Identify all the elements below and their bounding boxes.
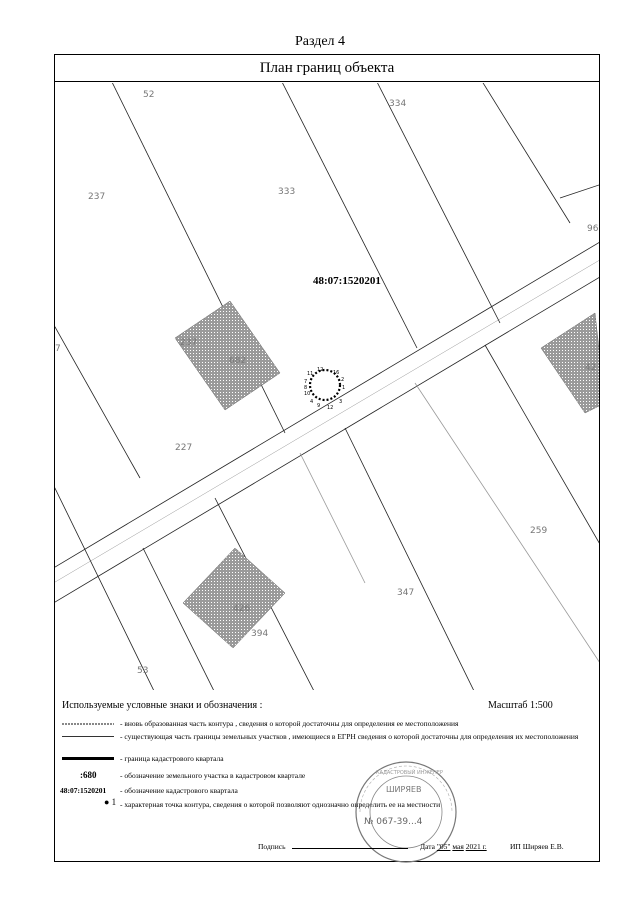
seal-name: ШИРЯЕВ: [386, 785, 422, 794]
point-label: 1: [342, 385, 346, 391]
point-label: 8: [304, 385, 308, 391]
parcel-line: [345, 428, 475, 690]
signature-line: [258, 842, 414, 851]
parcel-line: [280, 83, 417, 348]
parcel-label: 259: [530, 526, 548, 536]
parcel-label: 394: [251, 629, 269, 639]
quarter-label: 48:07:1520201: [313, 275, 381, 287]
date-year: 2021 г.: [465, 842, 487, 851]
point-label: 2: [341, 377, 345, 383]
road-edge-lower: [55, 268, 599, 608]
parcel-label: 7: [55, 344, 61, 354]
building: [175, 301, 280, 410]
date-day: "05": [436, 842, 451, 851]
parcel-line: [560, 183, 599, 198]
point-label: 7: [304, 379, 308, 385]
point-label: 11: [307, 371, 314, 377]
point-label: 9: [317, 403, 321, 409]
legend-symbol: [62, 736, 114, 737]
legend-text: - существующая часть границы земельных участков , имеющиеся в ЕГРН сведения о которой достаточны для определения их местоположения: [120, 732, 579, 741]
parcel-label: 227: [175, 443, 193, 453]
parcel-line: [300, 453, 365, 583]
parcel-label: 426: [233, 604, 251, 614]
parcel-label: 334: [389, 99, 407, 109]
point-label: 3: [339, 399, 343, 405]
point-label: 10: [304, 391, 311, 397]
date-line: [420, 842, 487, 851]
signature-blank: [292, 848, 408, 849]
legend-text: - обозначение кадастрового квартала: [120, 786, 238, 795]
building: [183, 548, 285, 648]
seal-ring-text: КАДАСТРОВЫЙ ИНЖЕНЕР: [376, 770, 443, 776]
parcel-line: [55, 478, 155, 690]
parcel-label: 682: [229, 356, 247, 366]
parcel-label: 52: [143, 90, 155, 100]
parcel-label: 42: [585, 363, 597, 373]
boundary-map: [55, 83, 599, 690]
parcel-line: [415, 383, 599, 663]
parcel-label: 347: [397, 588, 415, 598]
parcel-line: [55, 318, 140, 478]
date-month: мая: [452, 842, 464, 851]
legend-text: - обозначение земельного участка в кадастровом квартале: [120, 771, 306, 780]
signature-label: Подпись: [258, 842, 286, 851]
point-label: 16: [333, 370, 340, 376]
legend-symbol: [62, 757, 114, 760]
parcel-label: 237: [88, 192, 106, 202]
seal-number: № 067-39...4: [364, 817, 423, 827]
section-title: Раздел 4: [294, 34, 346, 49]
legend-symbol: 48:07:1520201: [60, 786, 107, 795]
parcel-line: [375, 83, 500, 323]
legend-title: Используемые условные знаки и обозначения :: [62, 700, 263, 711]
parcel-label: 96: [587, 224, 599, 234]
legend-symbol: :680: [80, 770, 97, 780]
author-name: ИП Ширяев Е.В.: [510, 842, 564, 851]
legend-text: - вновь образованная часть контура , сведения о которой достаточны для определения ее местоположения: [120, 719, 459, 728]
point-label: 12: [317, 367, 324, 373]
parcel-label: 237: [180, 338, 198, 348]
scale-label: Масштаб 1:500: [488, 700, 553, 711]
parcel-line: [480, 83, 570, 223]
legend-text: - характерная точка контура, сведения о которой позволяют однозначно определить ее на местности: [120, 800, 441, 809]
legend-symbol: [62, 723, 114, 725]
parcel-label: 333: [278, 187, 296, 197]
legend-text: - граница кадастрового квартала: [120, 754, 224, 763]
parcel-label: 53: [137, 666, 149, 676]
date-prefix: Дата: [420, 842, 435, 851]
plan-title: План границ объекта: [54, 54, 600, 82]
point-label: 12: [327, 405, 334, 411]
point-label: 4: [310, 399, 314, 405]
legend-symbol: ● 1: [104, 797, 117, 807]
